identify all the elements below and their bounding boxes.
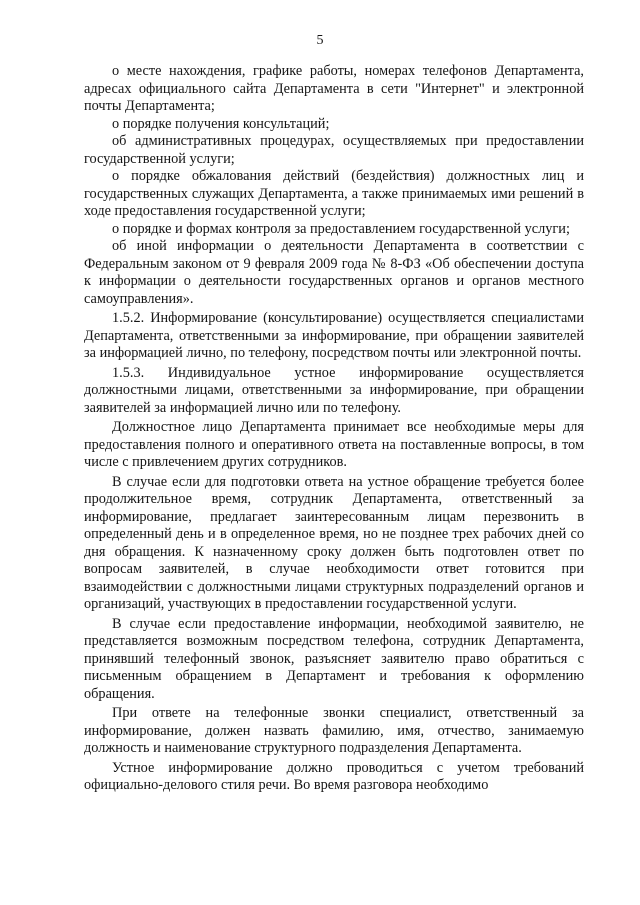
paragraph-1-5-2: 1.5.2. Информирование (консультирование) осуществляется специалистами Департамента, ответственными за информирование, при обращении заявителей за информацией лично, по телефону, посредством почты или электронной почты. bbox=[84, 310, 584, 361]
paragraph-consultations: о порядке получения консультаций; bbox=[112, 115, 330, 132]
paragraph-official-measures: Должностное лицо Департамента принимает все необходимые меры для предоставления полного и оперативного ответа на поставленные вопросы, в том числе с привлечением других сотрудников. bbox=[84, 419, 584, 470]
paragraph-other-info: об иной информации о деятельности Департамента в соответствии с Федеральным законом от 9 февраля 2009 года № 8-ФЗ «Об обеспечении доступа к информации о деятельности государственных органов и органов местного самоуправления». bbox=[84, 238, 584, 307]
paragraph-1-5-3: 1.5.3. Индивидуальное устное информирование осуществляется должностными лицами, ответственными за информирование, при обращении заявителей за информацией лично или по телефону. bbox=[84, 364, 584, 416]
paragraph-oral-style: Устное информирование должно проводиться с учетом требований официально-делового стиля речи. Во время разговора необходимо bbox=[84, 759, 584, 793]
paragraph-location-info: о месте нахождения, графике работы, номерах телефонов Департамента, адресах официального сайта Департамента в сети "Интернет" и электронной почты Департамента; bbox=[84, 63, 584, 114]
document-body bbox=[84, 63, 584, 795]
paragraph-written-appeal: В случае если предоставление информации, необходимой заявителю, не представляется возможным посредством телефона, сотрудник Департамента, принявший телефонный звонок, разъясняет заявителю право обратиться с письменным обращением в Департамент и требования к оформлению обращения. bbox=[84, 615, 584, 702]
paragraph-phone-answer: При ответе на телефонные звонки специалист, ответственный за информирование, должен назвать фамилию, имя, отчество, занимаемую должность и наименование структурного подразделения Департамента. bbox=[84, 705, 584, 756]
paragraph-appeal-procedure: о порядке обжалования действий (бездействия) должностных лиц и государственных служащих Департамента, а также принимаемых ими решений в ходе предоставления государственной услуги; bbox=[84, 168, 584, 219]
page-number: 5 bbox=[316, 33, 324, 48]
paragraph-admin-procedures: об административных процедурах, осуществляемых при предоставлении государственной услуги; bbox=[84, 133, 584, 167]
paragraph-control-procedure: о порядке и формах контроля за предоставлением государственной услуги; bbox=[112, 220, 570, 237]
paragraph-callback-procedure: В случае если для подготовки ответа на устное обращение требуется более продолжительное время, сотрудник Департамента, ответственный за информирование, предлагает заинтересованным лицам перезвонить в определенный день и в определенное время, но не позднее трех рабочих дней со дня обращения. К назначенному сроку должен быть подготовлен ответ по вопросам заявителей, в случае необходимости ответ готовится при взаимодействии с должностными лицами структурных подразделений органов и организаций, участвующих в предоставлении государственной услуги. bbox=[84, 473, 584, 612]
